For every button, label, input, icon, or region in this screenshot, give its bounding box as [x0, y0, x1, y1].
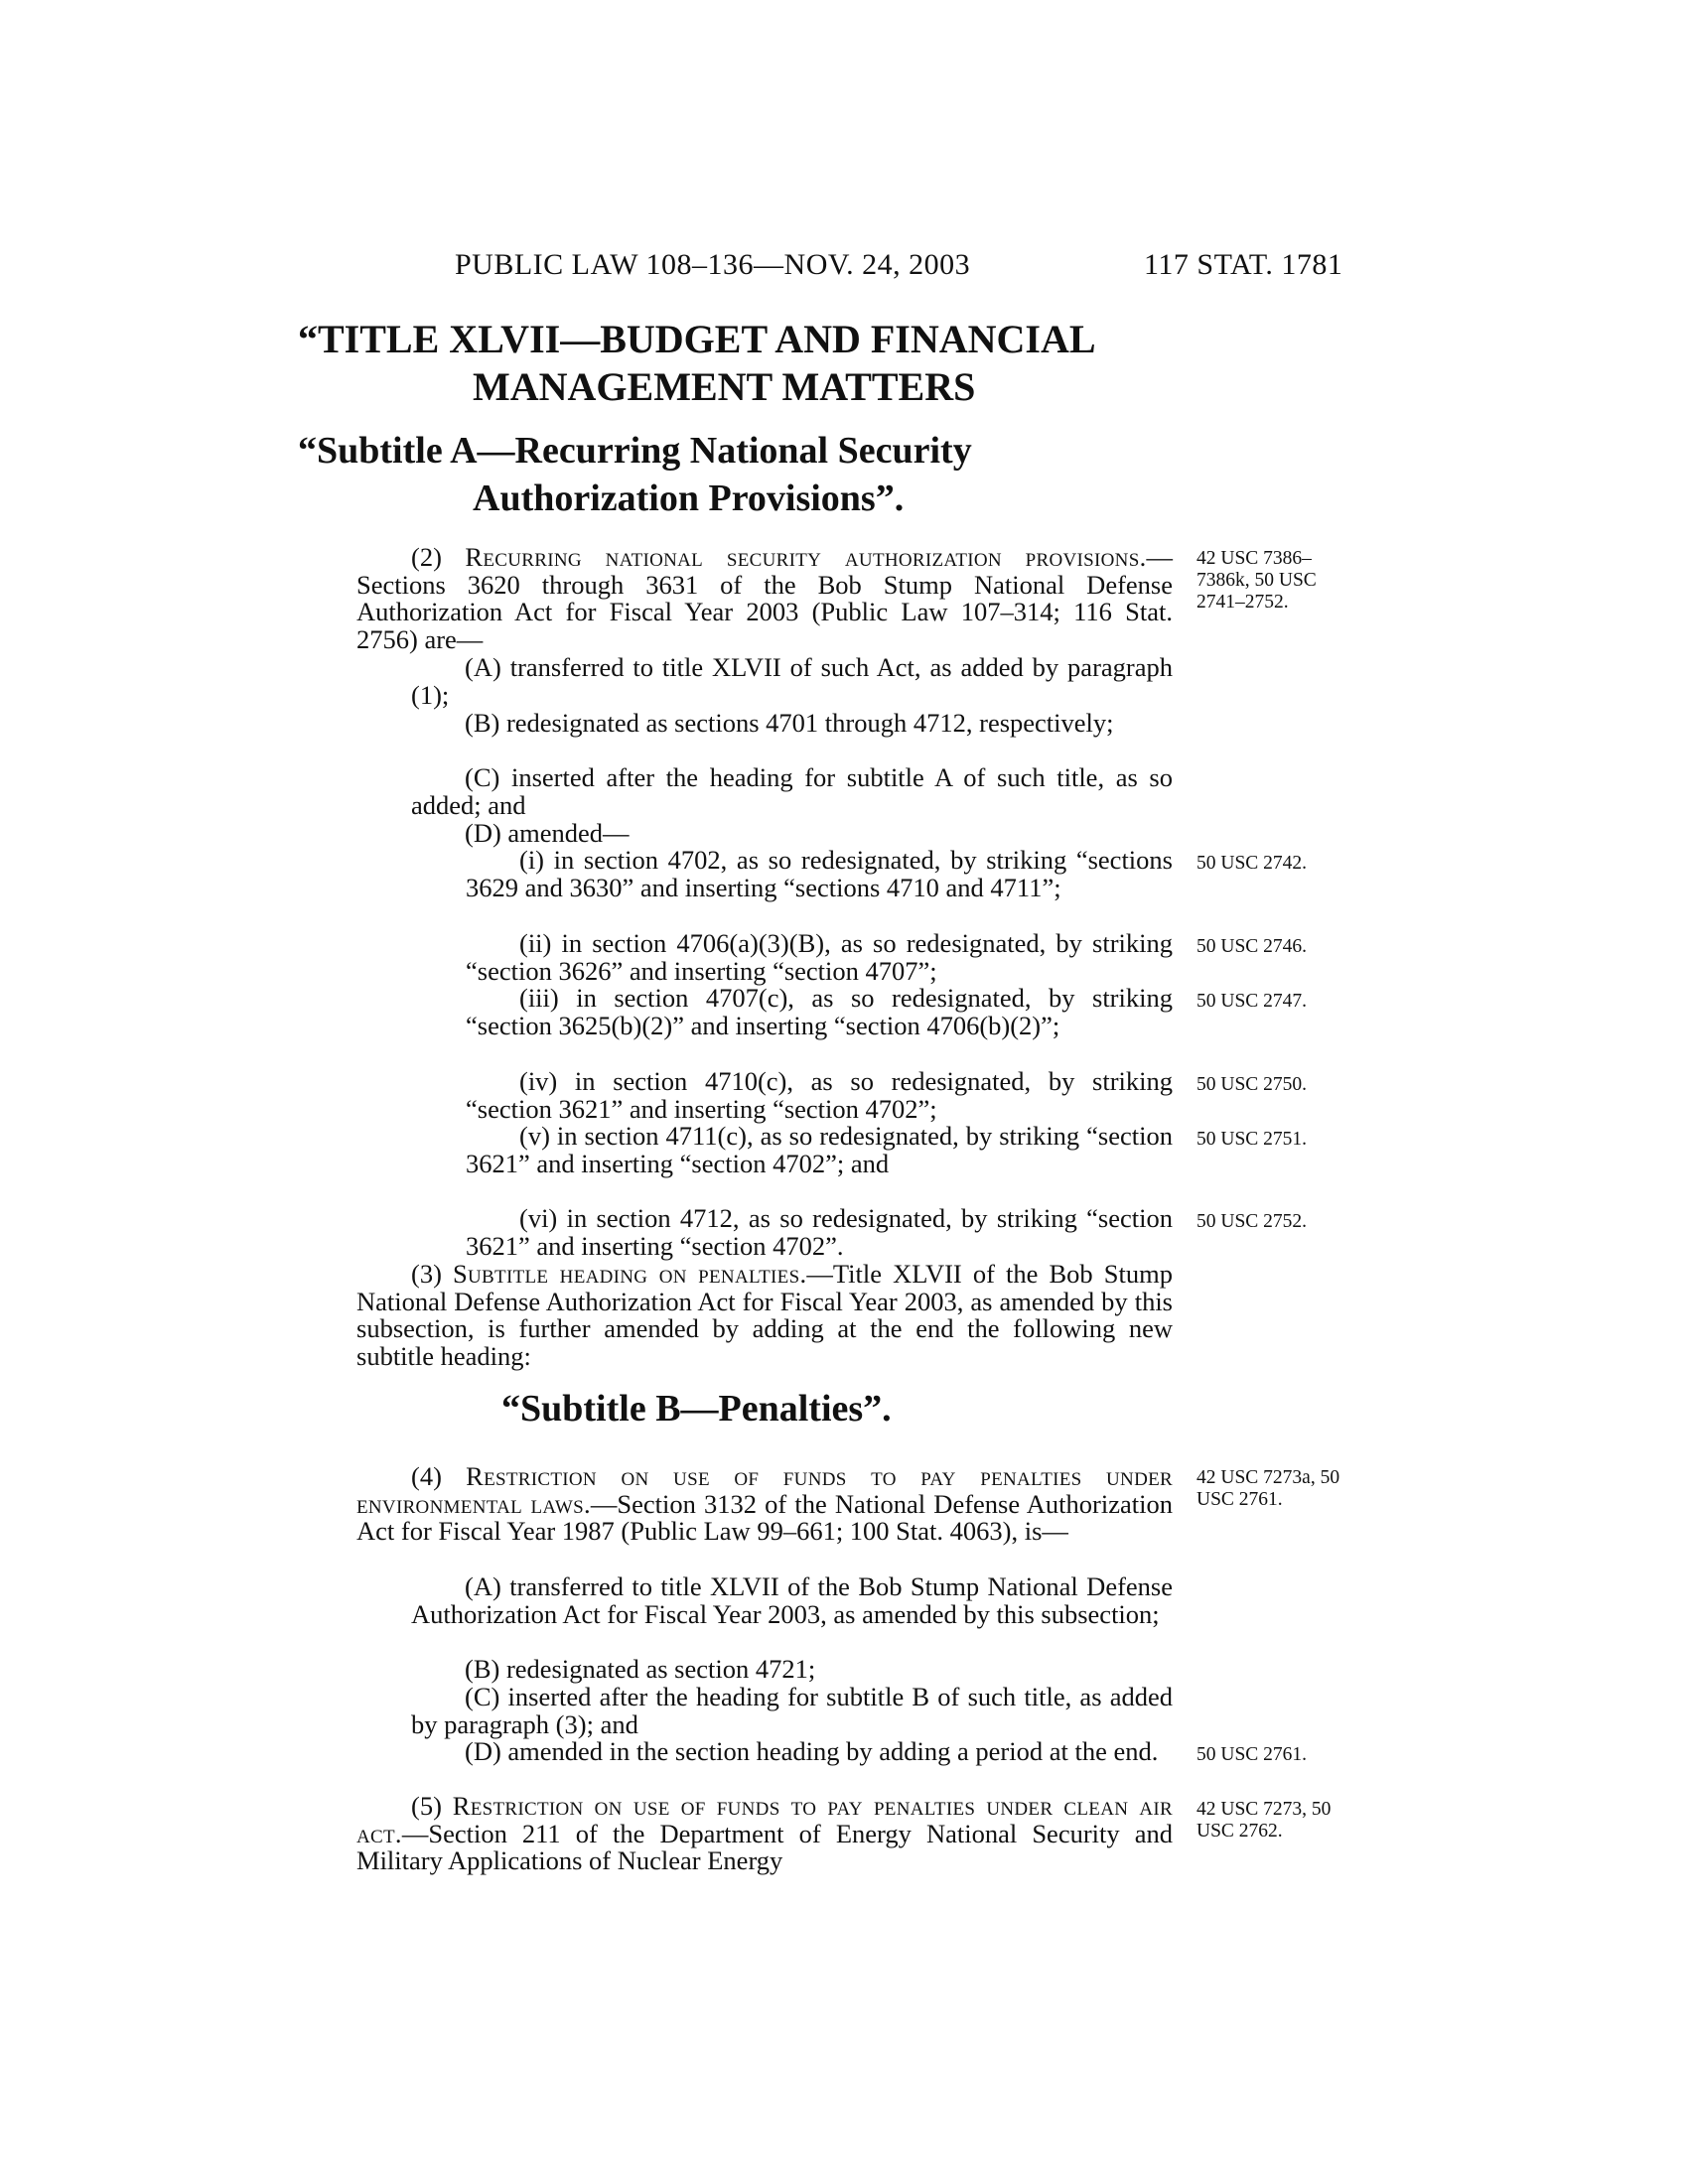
subtitle-b-heading: “Subtitle B—Penalties”.	[501, 1388, 892, 1430]
paragraph-5	[356, 1793, 1173, 1875]
page-number: 117 STAT. 1781	[1144, 248, 1343, 281]
margin-note: 50 USC 2746.	[1196, 936, 1308, 957]
paragraph-4	[356, 1463, 1173, 1546]
paragraph-2-C: (C) inserted after the heading for subtitle A of such title, as so added; and	[411, 762, 1173, 820]
paragraph-3-label: (3)	[411, 1259, 453, 1289]
paragraph-2-D-vi: (vi) in section 4712, as so redesignated, by striking “section 3621” and inserting “section 4702”.	[466, 1203, 1173, 1261]
margin-note: 50 USC 2751.	[1196, 1129, 1308, 1150]
paragraph-4-text: —Section 3132 of the National Defense Authorization Act for Fiscal Year 1987 (Public Law 99–661; 100 Stat. 4063), is—	[356, 1488, 1173, 1547]
paragraph-3	[356, 1261, 1173, 1371]
paragraph-4-label: (4)	[411, 1461, 467, 1491]
title-heading	[298, 316, 1192, 411]
paragraph-5-heading: Restriction on use of funds to pay penalties under clean air act.	[356, 1791, 1173, 1848]
margin-note: 50 USC 2747.	[1196, 991, 1308, 1012]
title-line-2: MANAGEMENT MATTERS	[473, 364, 976, 409]
paragraph-2-B: (B) redesignated as sections 4701 through 4712, respectively;	[465, 708, 1114, 738]
paragraph-5-label: (5)	[411, 1791, 453, 1821]
margin-note: 42 USC 7386–7386k, 50 USC 2741–2752.	[1196, 548, 1317, 613]
paragraph-2-text: —Sections 3620 through 3631 of the Bob Stump National Defense Authorization Act for Fiscal Year 2003 (Public Law 107–314; 116 Stat. 2756) are—	[356, 542, 1173, 655]
paragraph-2	[356, 544, 1173, 654]
margin-note: 50 USC 2742.	[1196, 853, 1308, 874]
paragraph-3-text: —Title XLVII of the Bob Stump National Defense Authorization Act for Fiscal Year 2003, as amended by this subsection, is further amended by adding at the end the following new subtitle heading:	[356, 1259, 1173, 1372]
paragraph-2-D: (D) amended—	[465, 818, 630, 848]
title-line-1: “TITLE XLVII—BUDGET AND FINANCIAL	[298, 317, 1096, 361]
margin-note: 42 USC 7273a, 50 USC 2761.	[1196, 1467, 1340, 1510]
subtitle-a-line-1: “Subtitle A—Recurring National Security	[298, 430, 972, 472]
paragraph-4-C: (C) inserted after the heading for subtitle B of such title, as added by paragraph (3); and	[411, 1682, 1173, 1739]
margin-note: 50 USC 2761.	[1196, 1744, 1308, 1765]
margin-note: 50 USC 2752.	[1196, 1211, 1308, 1232]
paragraph-3-heading: Subtitle heading on penalties.	[453, 1259, 807, 1289]
paragraph-2-heading: Recurring national security authorization provisions.	[465, 542, 1147, 572]
subtitle-a-heading	[298, 427, 1192, 522]
margin-note: 42 USC 7273, 50 USC 2762.	[1196, 1799, 1332, 1842]
paragraph-2-label: (2)	[411, 542, 466, 572]
paragraph-4-heading: Restriction on use of funds to pay penalties under environmental laws.	[356, 1461, 1173, 1519]
margin-note: 50 USC 2750.	[1196, 1074, 1308, 1095]
paragraph-2-D-i: (i) in section 4702, as so redesignated, by striking “sections 3629 and 3630” and inserting “sections 4710 and 4711”;	[466, 845, 1173, 902]
paragraph-5-text: —Section 211 of the Department of Energy National Security and Military Applications of Nuclear Energy	[356, 1818, 1173, 1876]
paragraph-2-D-iii: (iii) in section 4707(c), as so redesignated, by striking “section 3625(b)(2)” and inserting “section 4706(b)(2)”;	[466, 983, 1173, 1040]
paragraph-2-D-v: (v) in section 4711(c), as so redesignated, by striking “section 3621” and inserting “section 4702”; and	[466, 1121, 1173, 1178]
paragraph-2-D-ii: (ii) in section 4706(a)(3)(B), as so redesignated, by striking “section 3626” and inserting “section 4707”;	[466, 928, 1173, 986]
paragraph-4-B: (B) redesignated as section 4721;	[465, 1654, 816, 1684]
running-head: PUBLIC LAW 108–136—NOV. 24, 2003	[455, 248, 971, 281]
paragraph-2-A: (A) transferred to title XLVII of such Act, as added by paragraph (1);	[411, 652, 1173, 710]
paragraph-2-D-iv: (iv) in section 4710(c), as so redesignated, by striking “section 3621” and inserting “section 4702”;	[466, 1066, 1173, 1124]
subtitle-a-line-2: Authorization Provisions”.	[473, 478, 905, 519]
paragraph-4-A: (A) transferred to title XLVII of the Bob Stump National Defense Authorization Act for Fiscal Year 2003, as amended by this subsection;	[411, 1571, 1173, 1629]
paragraph-4-D: (D) amended in the section heading by adding a period at the end.	[465, 1736, 1159, 1766]
